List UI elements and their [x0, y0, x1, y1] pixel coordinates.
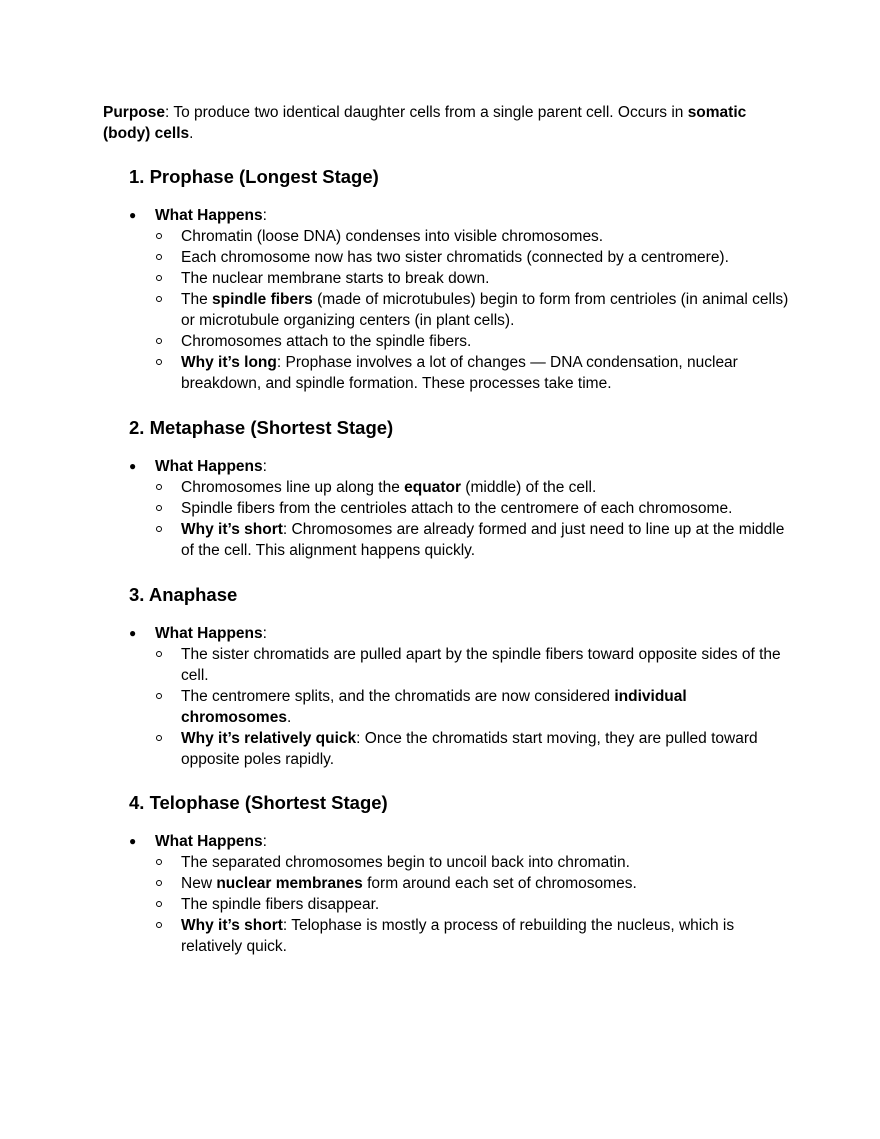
circle-bullet-icon [156, 275, 162, 281]
circle-bullet-icon [156, 338, 162, 344]
purpose-label: Purpose [103, 104, 166, 121]
purpose-bold-term: somatic (body) cells [103, 104, 747, 142]
list-item [129, 873, 789, 894]
bullet-dot-icon: ● [129, 834, 137, 848]
item-text: The sister chromatids are pulled apart by the spindle fibers toward opposite sides of the cell. [181, 646, 781, 684]
item-text: : Chromosomes are already formed and just need to line up at the middle of the cell. This alignment happens quickly. [181, 521, 785, 559]
item-text: form around each set of chromosomes. [362, 875, 637, 892]
circle-bullet-icon [156, 296, 162, 302]
circle-bullet-icon [156, 735, 162, 741]
purpose-text: : To produce two identical daughter cells from a single parent cell. Occurs in [165, 104, 688, 121]
item-text: : Telophase is mostly a process of rebuilding the nucleus, which is relatively quick. [181, 917, 735, 955]
item-text: The centromere splits, and the chromatids are now considered [181, 688, 615, 705]
circle-bullet-icon [156, 484, 162, 490]
what-happens-bullet [129, 831, 789, 852]
item-bold-term: spindle fibers [212, 291, 313, 308]
item-text: (made of microtubules) begin to form from centrioles (in animal cells) or microtubule organizing centers (in plant cells). [181, 291, 789, 329]
section-heading: 2. Metaphase (Shortest Stage) [129, 417, 394, 438]
colon: : [262, 833, 267, 850]
item-text: The separated chromosomes begin to uncoil back into chromatin. [181, 854, 630, 871]
item-bold-term: Why it’s relatively quick [181, 730, 357, 747]
list-item [129, 728, 789, 770]
item-text: : Prophase involves a lot of changes — DNA condensation, nuclear breakdown, and spindle formation. These processes take time. [181, 354, 738, 392]
item-bold-term: Why it’s short [181, 917, 283, 934]
colon: : [262, 207, 267, 224]
circle-bullet-icon [156, 526, 162, 532]
what-happens-label: What Happens [155, 833, 263, 850]
what-happens-label: What Happens [155, 458, 263, 475]
section-metaphase [129, 416, 789, 561]
item-bold-term: individual chromosomes [181, 688, 687, 726]
section-heading: 4. Telophase (Shortest Stage) [129, 792, 388, 813]
item-text: Chromosomes attach to the spindle fibers. [181, 333, 472, 350]
sub-list [129, 644, 789, 770]
list-item [129, 477, 789, 498]
what-happens-label: What Happens [155, 207, 263, 224]
list-item [129, 268, 789, 289]
section-anaphase [129, 583, 789, 770]
list-item [129, 894, 789, 915]
item-text: . [286, 709, 292, 726]
circle-bullet-icon [156, 693, 162, 699]
section-telophase [129, 791, 789, 957]
list-item [129, 352, 789, 394]
list-item [129, 644, 789, 686]
circle-bullet-icon [156, 880, 162, 886]
section-heading: 3. Anaphase [129, 584, 238, 605]
circle-bullet-icon [156, 254, 162, 260]
bullet-dot-icon: ● [129, 626, 137, 640]
circle-bullet-icon [156, 922, 162, 928]
list-item [129, 915, 789, 957]
section-prophase [129, 165, 789, 394]
item-text: The [181, 291, 213, 308]
list-item [129, 852, 789, 873]
what-happens-label: What Happens [155, 625, 263, 642]
item-text: The spindle fibers disappear. [181, 896, 380, 913]
item-bold-term: nuclear membranes [216, 875, 363, 892]
section-heading: 1. Prophase (Longest Stage) [129, 166, 379, 187]
purpose-paragraph [103, 102, 783, 144]
list-item [129, 226, 789, 247]
list-item [129, 498, 789, 519]
list-item [129, 686, 789, 728]
circle-bullet-icon [156, 505, 162, 511]
item-bold-term: Why it’s long [181, 354, 277, 371]
item-text: (middle) of the cell. [461, 479, 597, 496]
item-bold-term: Why it’s short [181, 521, 283, 538]
sub-list [129, 477, 789, 561]
item-text: New [181, 875, 217, 892]
circle-bullet-icon [156, 651, 162, 657]
circle-bullet-icon [156, 359, 162, 365]
item-bold-term: equator [404, 479, 461, 496]
what-happens-bullet [129, 623, 789, 644]
circle-bullet-icon [156, 901, 162, 907]
item-text: Each chromosome now has two sister chromatids (connected by a centromere). [181, 249, 729, 266]
colon: : [262, 625, 267, 642]
item-text: Spindle fibers from the centrioles attach to the centromere of each chromosome. [181, 500, 733, 517]
what-happens-bullet [129, 205, 789, 226]
bullet-dot-icon: ● [129, 459, 137, 473]
what-happens-bullet [129, 456, 789, 477]
item-text: The nuclear membrane starts to break down. [181, 270, 490, 287]
purpose-end: . [189, 125, 194, 142]
bullet-dot-icon: ● [129, 208, 137, 222]
item-text: : Once the chromatids start moving, they are pulled toward opposite poles rapidly. [181, 730, 758, 768]
list-item [129, 247, 789, 268]
list-item [129, 289, 789, 331]
list-item [129, 331, 789, 352]
sub-list [129, 852, 789, 957]
circle-bullet-icon [156, 859, 162, 865]
colon: : [262, 458, 267, 475]
sub-list [129, 226, 789, 394]
item-text: Chromosomes line up along the [181, 479, 405, 496]
circle-bullet-icon [156, 233, 162, 239]
item-text: Chromatin (loose DNA) condenses into visible chromosomes. [181, 228, 604, 245]
list-item [129, 519, 789, 561]
